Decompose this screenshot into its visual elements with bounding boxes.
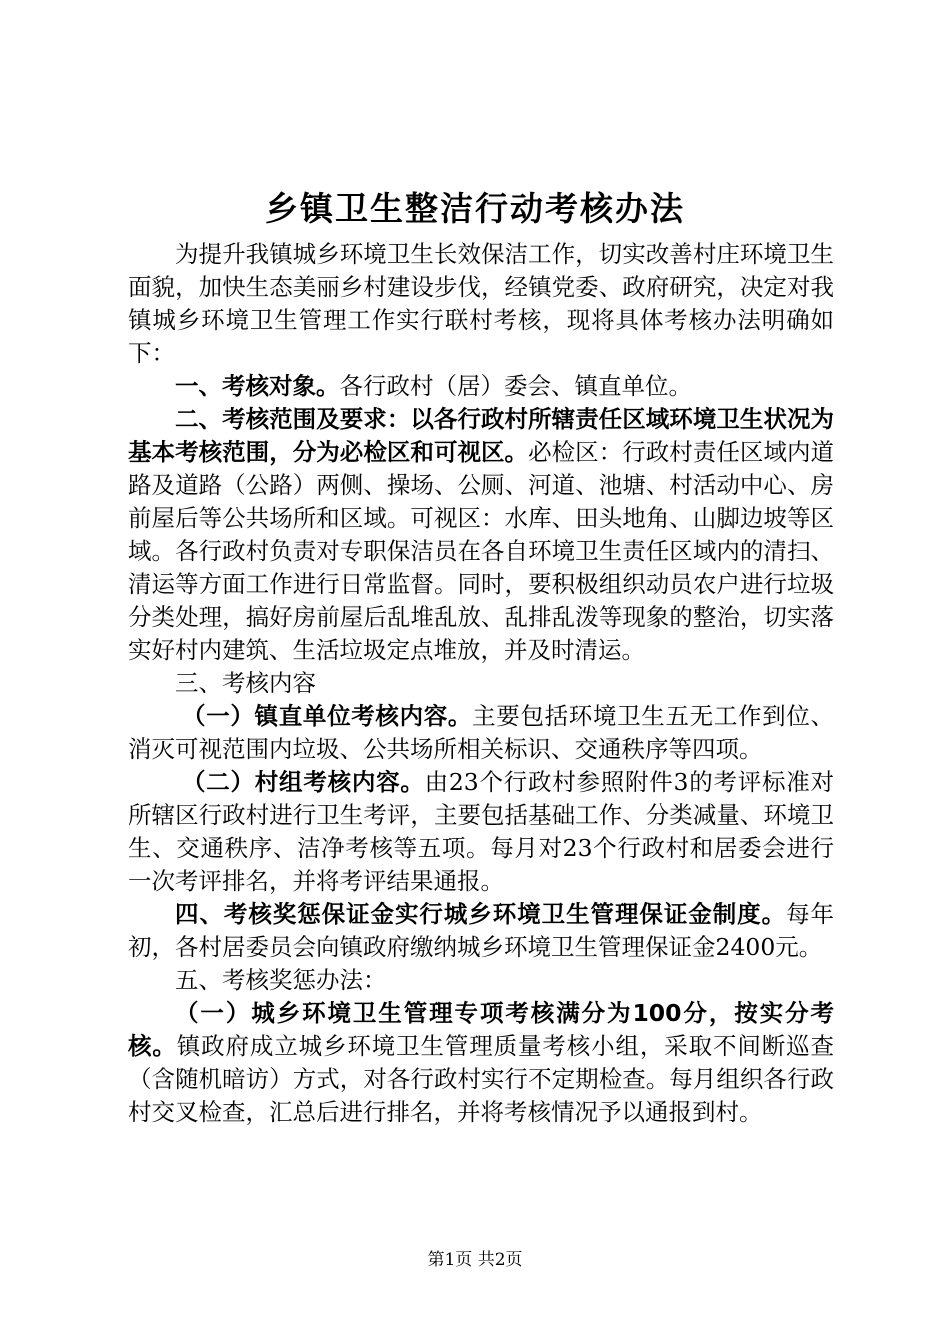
section-2-text: 必检区：行政村责任区域内道路及道路（公路）两侧、操场、公厕、河道、池塘、村活动中心、房前屋后等公共场所和区域。可视区：水库、田头地角、山脚边坡等区域。各行政村负责对专职保洁员在各自环境卫生责任区域内的清扫、清运等方面工作进行日常监督。同时，要积极组织动员农户进行垃圾分类处理，搞好房前屋后乱堆乱放、乱排乱泼等现象的整治，切实落实好村内建筑、生活垃圾定点堆放，并及时清运。 — [128, 438, 835, 664]
section-5-1-text: 镇政府成立城乡环境卫生管理质量考核小组，采取不间断巡查（含随机暗访）方式，对各行政村实行不定期检查。每月组织各行政村交叉检查，汇总后进行排名，并将考核情况予以通报到村。 — [128, 1032, 834, 1126]
section-3-2-text: 由23个行政村参照附件3的考评标准对所辖区行政村进行卫生考评，主要包括基础工作、分类减量、环境卫生、交通秩序、洁净考核等五项。每月对23个行政村和居委会进行一次考评排名，并将考评结果通报。 — [128, 768, 835, 895]
section-3-1-paragraph — [128, 700, 834, 766]
section-2-heading: 二、考核范围及要求：以各行政村所辖责任区域环境卫生状况为基本考核范围，分为必检区和可视区。 — [128, 405, 834, 466]
section-2-paragraph — [128, 403, 834, 667]
section-3-2-paragraph — [128, 766, 834, 898]
document-title: 乡镇卫生整洁行动考核办法 — [265, 189, 685, 228]
section-4-paragraph — [128, 898, 834, 964]
section-1-paragraph — [128, 370, 834, 403]
section-3-1-heading: （一）镇直单位考核内容。 — [182, 702, 473, 730]
section-3-2-heading: （二）村组考核内容。 — [182, 768, 425, 796]
page-footer: 第1页 共2页 — [427, 1250, 523, 1270]
section-5-1-heading: （一）城乡环境卫生管理专项考核满分为100分，按实分考核。 — [128, 999, 834, 1060]
section-1-text: 各行政村（居）委会、镇直单位。 — [339, 372, 692, 400]
section-4-text: 每年初，各村居委员会向镇政府缴纳城乡环境卫生管理保证金2400元。 — [128, 900, 835, 961]
document-body — [128, 238, 834, 1129]
section-1-heading: 一、考核对象。 — [175, 372, 340, 400]
section-5-1-paragraph — [128, 997, 834, 1129]
intro-paragraph: 为提升我镇城乡环境卫生长效保洁工作，切实改善村庄环境卫生面貌，加快生态美丽乡村建设步伐，经镇党委、政府研究，决定对我镇城乡环境卫生管理工作实行联村考核，现将具体考核办法明确如下： — [128, 240, 834, 367]
section-3-heading: 三、考核内容 — [175, 669, 316, 697]
section-5-heading: 五、考核奖惩办法： — [175, 966, 387, 994]
section-4-heading: 四、考核奖惩保证金实行城乡环境卫生管理保证金制度。 — [175, 900, 787, 928]
section-3-1-text: 主要包括环境卫生五无工作到位、消灭可视范围内垃圾、公共场所相关标识、交通秩序等四项。 — [128, 702, 835, 763]
